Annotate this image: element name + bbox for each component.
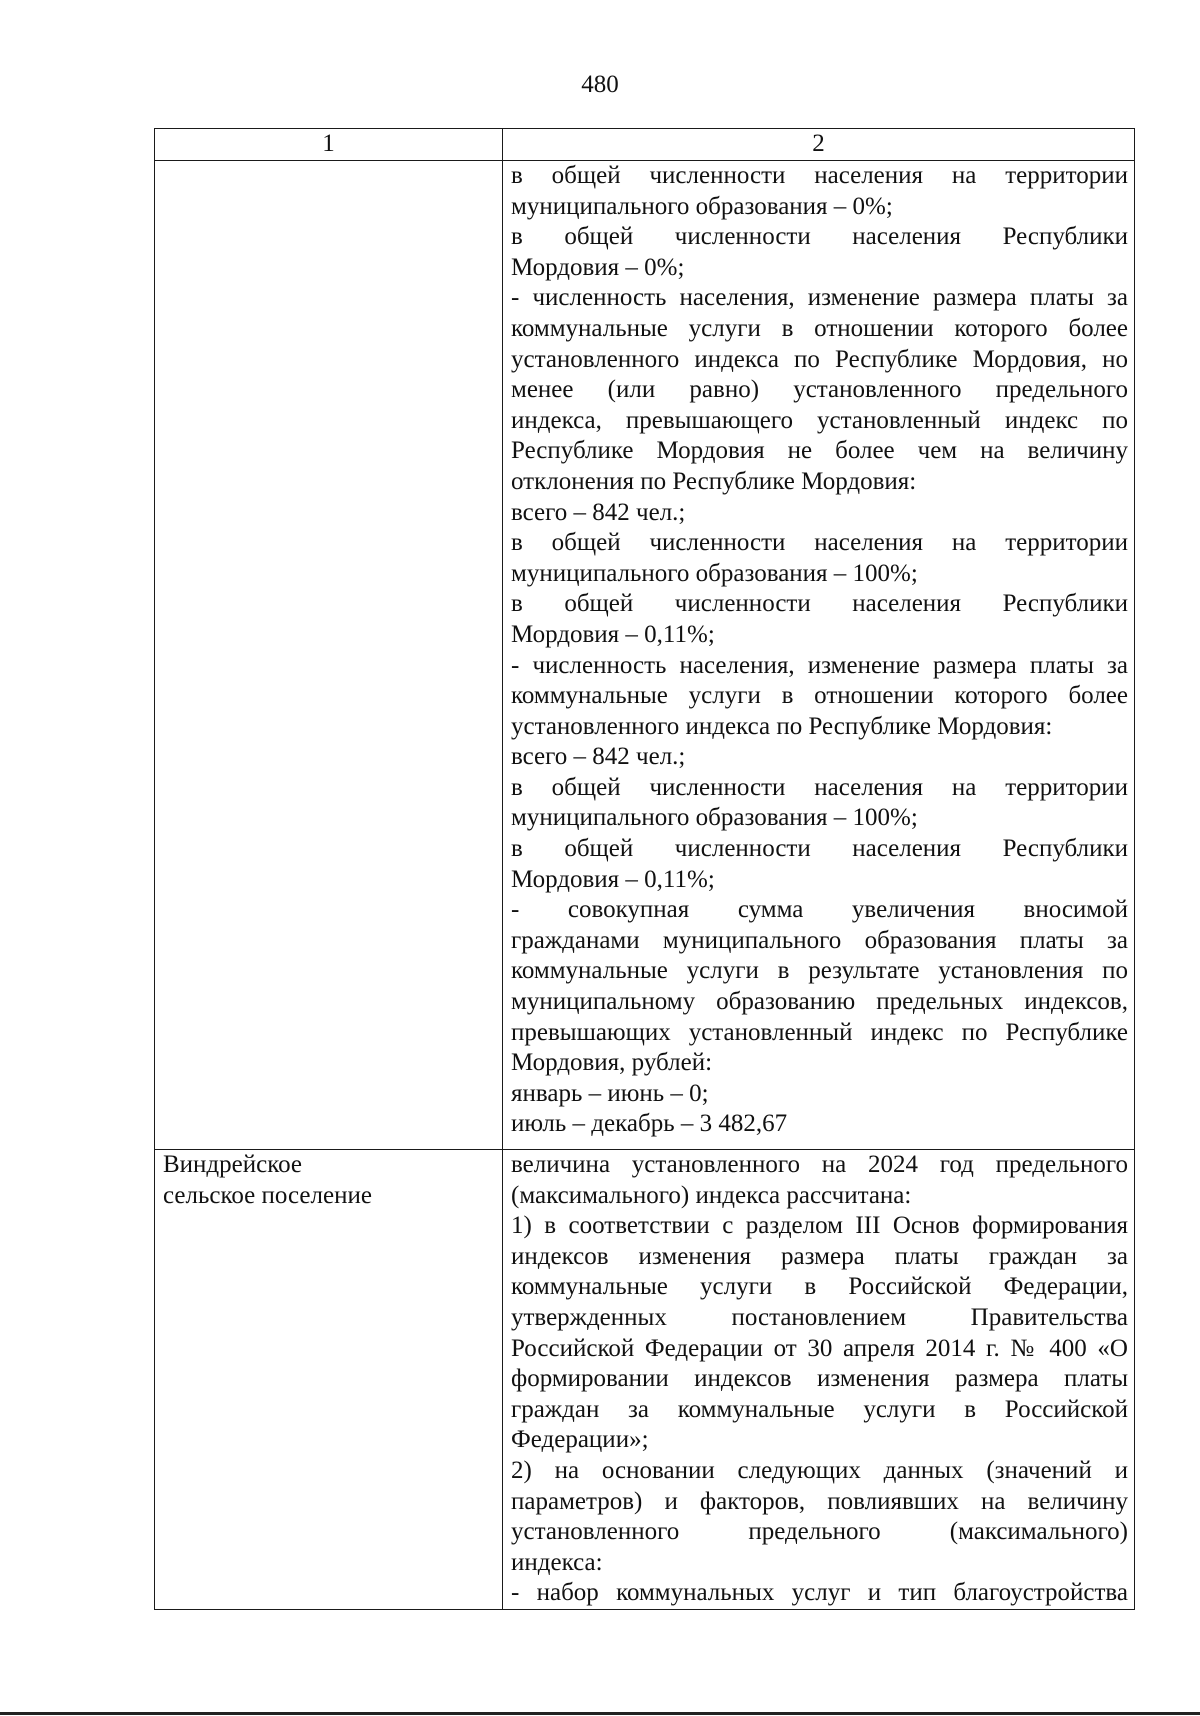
text-line: всего – 842 чел.; [511,743,686,771]
text-line: Виндрейское [163,1151,303,1178]
text-line: Мордовия – 0%; [511,253,685,281]
text-line: - совокупная сумма увеличения вносимой [511,896,1128,924]
table-header-row [155,129,1135,161]
text-line: граждан за коммунальные услуги в Российской [511,1395,1128,1423]
text-line: в общей численности населения Республики [511,223,1128,251]
text-line: муниципальному образованию предельных индексов, [511,988,1128,1016]
text-line: в общей численности населения Республики [511,590,1128,618]
text-line: 2) на основании следующих данных (значений и [511,1456,1128,1484]
text-line: - набор коммунальных услуг и тип благоустройства [511,1579,1128,1607]
text-line: Мордовия – 0,11%; [511,620,715,648]
text-line: муниципального образования – 100%; [511,559,918,587]
row-2-description-cell [503,1150,1135,1610]
text-line: - численность населения, изменение размера платы за [511,284,1128,312]
text-line: индексов изменения размера платы граждан за [511,1242,1128,1270]
text-line: (максимального) индекса рассчитана: [511,1181,912,1209]
text-line: Республике Мордовия не более чем на величину [511,437,1128,465]
text-line: муниципального образования – 100%; [511,804,918,832]
row-2-municipality-cell [155,1150,503,1610]
text-line: июль – декабрь – 3 482,67 [511,1110,788,1138]
column-header-1: 1 [155,129,503,161]
text-line: Федерации»; [511,1426,649,1454]
text-line: параметров) и факторов, повлиявших на величину [511,1487,1128,1515]
text-line: установленного индекса по Республике Мордовия: [511,712,1053,740]
text-line: установленного индекса по Республике Мордовия, но [511,345,1128,373]
text-line: в общей численности населения на территории [511,162,1128,189]
text-line: величина установленного на 2024 год предельного [511,1151,1128,1178]
table-row [155,1150,1135,1610]
text-line: 1) в соответствии с разделом III Основ формирования [511,1212,1128,1240]
text-line: - численность населения, изменение размера платы за [511,651,1128,679]
text-line: отклонения по Республике Мордовия: [511,467,917,495]
text-line: в общей численности населения Республики [511,835,1128,863]
text-line: январь – июнь – 0; [511,1079,709,1107]
scan-bottom-edge [0,1712,1200,1715]
text-line: формировании индексов изменения размера платы [511,1365,1128,1393]
text-line: сельское поселение [163,1181,372,1209]
text-line: Российской Федерации от 30 апреля 2014 г. № 400 «О [511,1334,1128,1362]
page-number: 480 [581,71,619,98]
document-table [154,128,1135,1610]
text-line: всего – 842 чел.; [511,498,686,526]
text-line: гражданами муниципального образования платы за [511,926,1128,954]
text-line: Мордовия, рублей: [511,1049,713,1077]
text-line: коммунальные услуги в отношении которого более [511,682,1128,710]
text-line: Мордовия – 0,11%; [511,865,715,893]
text-line: установленного предельного (максимального) [511,1518,1128,1546]
text-line: коммунальные услуги в Российской Федерации, [511,1273,1128,1301]
column-header-2: 2 [503,129,1135,161]
text-line: муниципального образования – 0%; [511,192,893,220]
text-line: коммунальные услуги в результате установления по [511,957,1128,985]
table-row [155,161,1135,1150]
text-line: в общей численности населения на территории [511,529,1128,557]
text-line: индекса, превышающего установленный индекс по [511,406,1128,434]
text-line: индекса: [511,1548,603,1576]
text-line: превышающих установленный индекс по Республике [511,1018,1128,1046]
row-1-municipality-cell [155,161,503,1150]
text-line: утвержденных постановлением Правительства [511,1303,1128,1331]
row-1-description-cell [503,161,1135,1150]
text-line: менее (или равно) установленного предельного [511,376,1128,404]
text-line: коммунальные услуги в отношении которого более [511,314,1128,342]
text-line: в общей численности населения на территории [511,773,1128,801]
